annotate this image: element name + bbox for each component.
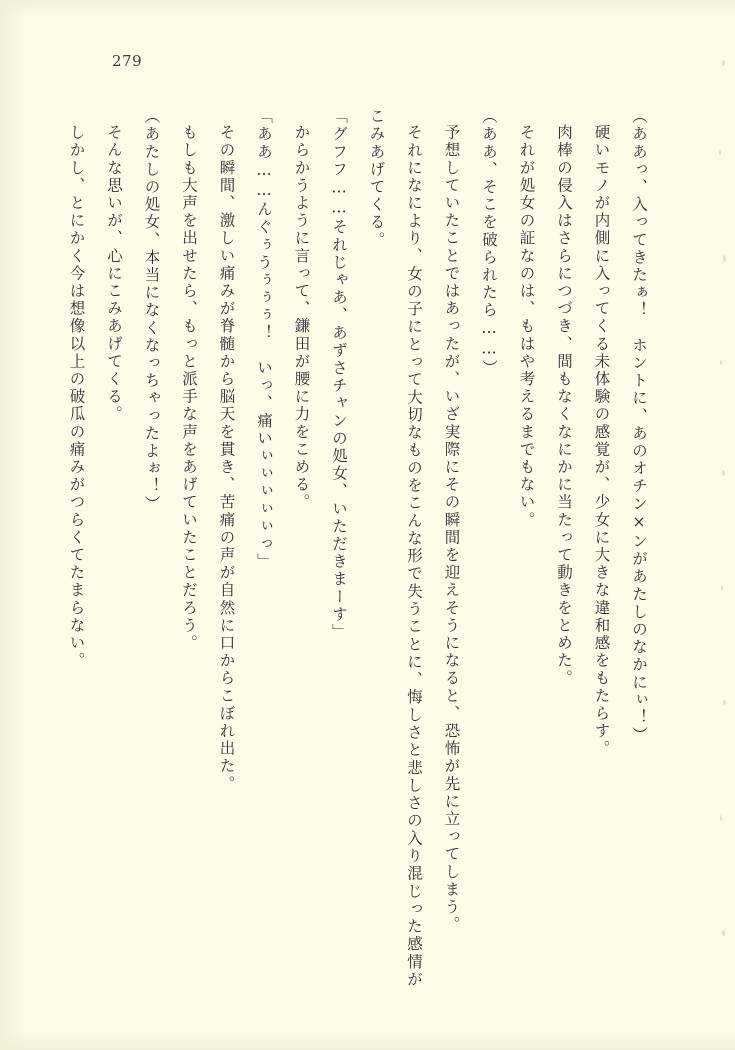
paragraph: 硬いモノが内側に入ってくる未体験の感覚が、少女に大きな違和感をもたらす。 — [592, 123, 611, 758]
paragraph: からかうように言って、鎌田が腰に力をこめる。 — [292, 123, 311, 511]
page-edge-shading-left — [0, 0, 26, 1050]
paragraph: （あたしの処女、本当になくなっちゃったよぉ！） — [142, 108, 161, 513]
paragraph: 「ああ……んぐぅうぅぅぅ！ いっ、痛いぃぃぃぃぃっ」 — [255, 108, 273, 571]
paragraph: それになにより、女の子にとって大切なものをこんな形で失うことに、悔しさと悲しさの入り混じった感情がこみあげてくる。 — [367, 108, 423, 988]
scan-artifact — [719, 150, 721, 155]
paragraph: しかし、とにかく今は想像以上の破瓜の痛みがつらくてたまらない。 — [67, 123, 86, 670]
paragraph: その瞬間、激しい痛みが脊髄から脳天を貫き、苦痛の声が自然に口からこぼれ出た。 — [217, 123, 236, 793]
scan-artifact — [723, 700, 726, 705]
paragraph: もしも大声を出せたら、もっと派手な声をあげていたことだろう。 — [180, 123, 198, 652]
scan-artifact — [722, 60, 725, 66]
paragraph: 肉棒の侵入はさらにつづき、間もなくなにかに当たって動きをとめた。 — [555, 123, 573, 687]
paragraph: （ああっ、入ってきたぁ！ ホントに、あのオチン×ンがあたしのなかにぃ！） — [630, 108, 648, 745]
paragraph: 予想していたことではあったが、いざ実際にその瞬間を迎えそうになると、恐怖が先に立ってしまう。 — [442, 123, 461, 934]
paragraph: 「グフフ……それじゃあ、あずさチャンの処女、いただきまーす」 — [330, 108, 348, 641]
scan-artifact — [723, 255, 726, 262]
paragraph: そんな思いが、心にこみあげてくる。 — [105, 123, 123, 423]
scan-artifact — [720, 360, 722, 365]
scan-artifact — [721, 585, 723, 591]
page-edge-shading-bottom — [0, 1030, 735, 1050]
scan-artifact — [720, 815, 722, 821]
page-edge-shading-top — [0, 0, 735, 18]
paragraph: （ああ、そこを破られたら……） — [480, 108, 498, 377]
body-text — [67, 108, 657, 988]
scan-artifact — [722, 930, 725, 936]
scan-artifact — [722, 470, 725, 476]
page-number: 279 — [112, 52, 143, 70]
paragraph: それが処女の証なのは、もはや考えるまでもない。 — [517, 123, 536, 529]
